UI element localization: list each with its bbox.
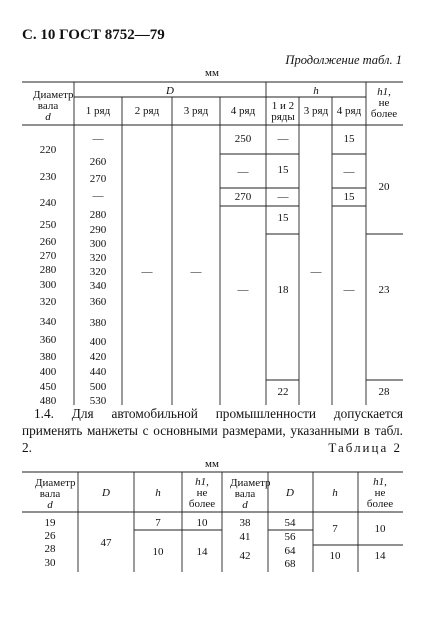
t1-h12: —: [277, 191, 289, 203]
t2-head-d2-2: вала: [234, 488, 256, 500]
t1-h4: 15: [343, 191, 355, 203]
t1-head-hrows12-1: 1 и 2: [271, 100, 295, 112]
t1-head-d-2: вала: [37, 100, 59, 112]
t1-head-d-3: d: [45, 111, 51, 123]
t1-head-hrow4: 4 ряд: [336, 105, 362, 117]
t1-d: 280: [39, 264, 57, 276]
t2-head-h1-2: не: [196, 487, 208, 499]
t1-h12: 22: [277, 386, 289, 398]
t1-D4: —: [237, 166, 249, 178]
t1-D1: 500: [89, 381, 107, 393]
t2-h1-right: 10: [374, 523, 386, 535]
t1-h12: —: [277, 133, 289, 145]
t2-head-D2: D: [286, 487, 294, 499]
t1-h1: 28: [378, 386, 390, 398]
t1-h4: 15: [343, 133, 355, 145]
t2-h1-right: 14: [374, 550, 386, 562]
t1-D1: 420: [89, 351, 107, 363]
t2-head-h: h: [155, 487, 161, 499]
t1-h12: 15: [277, 212, 289, 224]
t1-h4: —: [343, 166, 355, 178]
t1-D4: —: [237, 284, 249, 296]
t2-h: 10: [152, 546, 164, 558]
t2-head-d-3: d: [47, 499, 53, 511]
t1-D1: 320: [89, 252, 107, 264]
page-header: С. 10 ГОСТ 8752—79: [22, 27, 165, 43]
t1-d: 270: [39, 250, 57, 262]
t1-d: 450: [39, 381, 57, 393]
t2-d-right: 41: [239, 531, 251, 543]
t1-d: 300: [39, 279, 57, 291]
t2-d: 28: [44, 543, 56, 555]
t2-d-right: 38: [239, 517, 251, 529]
t2-d: 26: [44, 530, 56, 542]
t1-D1: 320: [89, 266, 107, 278]
t1-d: 320: [39, 296, 57, 308]
table2-title: Таблица 2: [328, 440, 402, 455]
t2-head-h1-1: h1,: [195, 476, 209, 488]
t1-D3-dash: —: [190, 266, 202, 278]
t2-head-h1b-3: более: [366, 498, 394, 510]
t1-head-row2: 2 ряд: [134, 105, 160, 117]
t2-D: 47: [100, 537, 112, 549]
t2-D-right: 68: [284, 558, 296, 570]
t1-head-row1: 1 ряд: [85, 105, 111, 117]
t1-D1: 260: [89, 156, 107, 168]
t2-head-d2-1: Диаметр: [230, 477, 271, 489]
t2-head-h1b-2: не: [374, 487, 386, 499]
t1-D1: 280: [89, 209, 107, 221]
t2-head-h1-3: более: [188, 498, 216, 510]
t1-D1: 360: [89, 296, 107, 308]
t1-d: 220: [39, 144, 57, 156]
t2-h1: 10: [196, 517, 208, 529]
t1-D1: 400: [89, 336, 107, 348]
t2-head-d-2: вала: [39, 488, 61, 500]
t1-D1: 440: [89, 366, 107, 378]
t1-d: 480: [39, 395, 57, 407]
t1-d: 240: [39, 197, 57, 209]
t1-h1: 23: [378, 284, 390, 296]
t2-head-D: D: [102, 487, 110, 499]
t1-d: 360: [39, 334, 57, 346]
t2-h-right: 10: [329, 550, 341, 562]
t1-d: 340: [39, 316, 57, 328]
t2-D-right: 56: [284, 531, 296, 543]
t1-h1: 20: [378, 181, 390, 193]
t2-head-d2-3: d: [242, 499, 248, 511]
table2-unit: мм: [205, 458, 219, 470]
t1-D1: 300: [89, 238, 107, 250]
t2-head-h1b-1: h1,: [373, 476, 387, 488]
t2-d: 30: [44, 557, 56, 569]
t2-d-right: 42: [239, 550, 251, 562]
table1-unit: мм: [205, 67, 219, 79]
t2-h: 7: [155, 517, 161, 529]
t1-d: 250: [39, 219, 57, 231]
t1-D1: 340: [89, 280, 107, 292]
t1-head-h1-2: не: [378, 97, 390, 109]
t1-head-hrows12-2: ряды: [271, 111, 295, 123]
t1-D1: 270: [89, 173, 107, 185]
t1-h3-dash: —: [310, 266, 322, 278]
t1-d: 400: [39, 366, 57, 378]
t1-D1: —: [92, 133, 104, 145]
t1-head-d-1: Диаметр: [33, 89, 74, 101]
t2-h-right: 7: [332, 523, 338, 535]
t1-head-h1-3: более: [370, 108, 398, 120]
t1-D1: —: [92, 190, 104, 202]
t2-head-h2: h: [332, 487, 338, 499]
paragraph-1-4: 1.4. Для автомобильной промышленности допускается применять манжеты с основными размерами, указанными в табл. 2.: [22, 406, 403, 455]
t1-D2-dash: —: [141, 266, 153, 278]
t1-d: 230: [39, 171, 57, 183]
t2-head-d-1: Диаметр: [35, 477, 76, 489]
t2-d: 19: [44, 517, 56, 529]
t1-D1: 380: [89, 317, 107, 329]
table-continuation-label: Продолжение табл. 1: [285, 53, 402, 67]
t2-D-right: 64: [284, 545, 296, 557]
t1-D1: 290: [89, 224, 107, 236]
t2-h1: 14: [196, 546, 208, 558]
t1-head-row4: 4 ряд: [230, 105, 256, 117]
t1-head-hrow3: 3 ряд: [303, 105, 329, 117]
t1-D4: 270: [234, 191, 252, 203]
t2-D-right: 54: [284, 517, 296, 529]
t1-D4: 250: [234, 133, 252, 145]
t1-h12: 15: [277, 164, 289, 176]
t1-h12: 18: [277, 284, 289, 296]
t1-head-h1-1: h1,: [377, 86, 391, 98]
t1-d: 260: [39, 236, 57, 248]
t1-head-h: h: [313, 85, 319, 97]
t1-head-row3: 3 ряд: [183, 105, 209, 117]
t1-d: 380: [39, 351, 57, 363]
t1-D1: 530: [89, 395, 107, 407]
t1-h4: —: [343, 284, 355, 296]
t1-head-D: D: [166, 85, 174, 97]
